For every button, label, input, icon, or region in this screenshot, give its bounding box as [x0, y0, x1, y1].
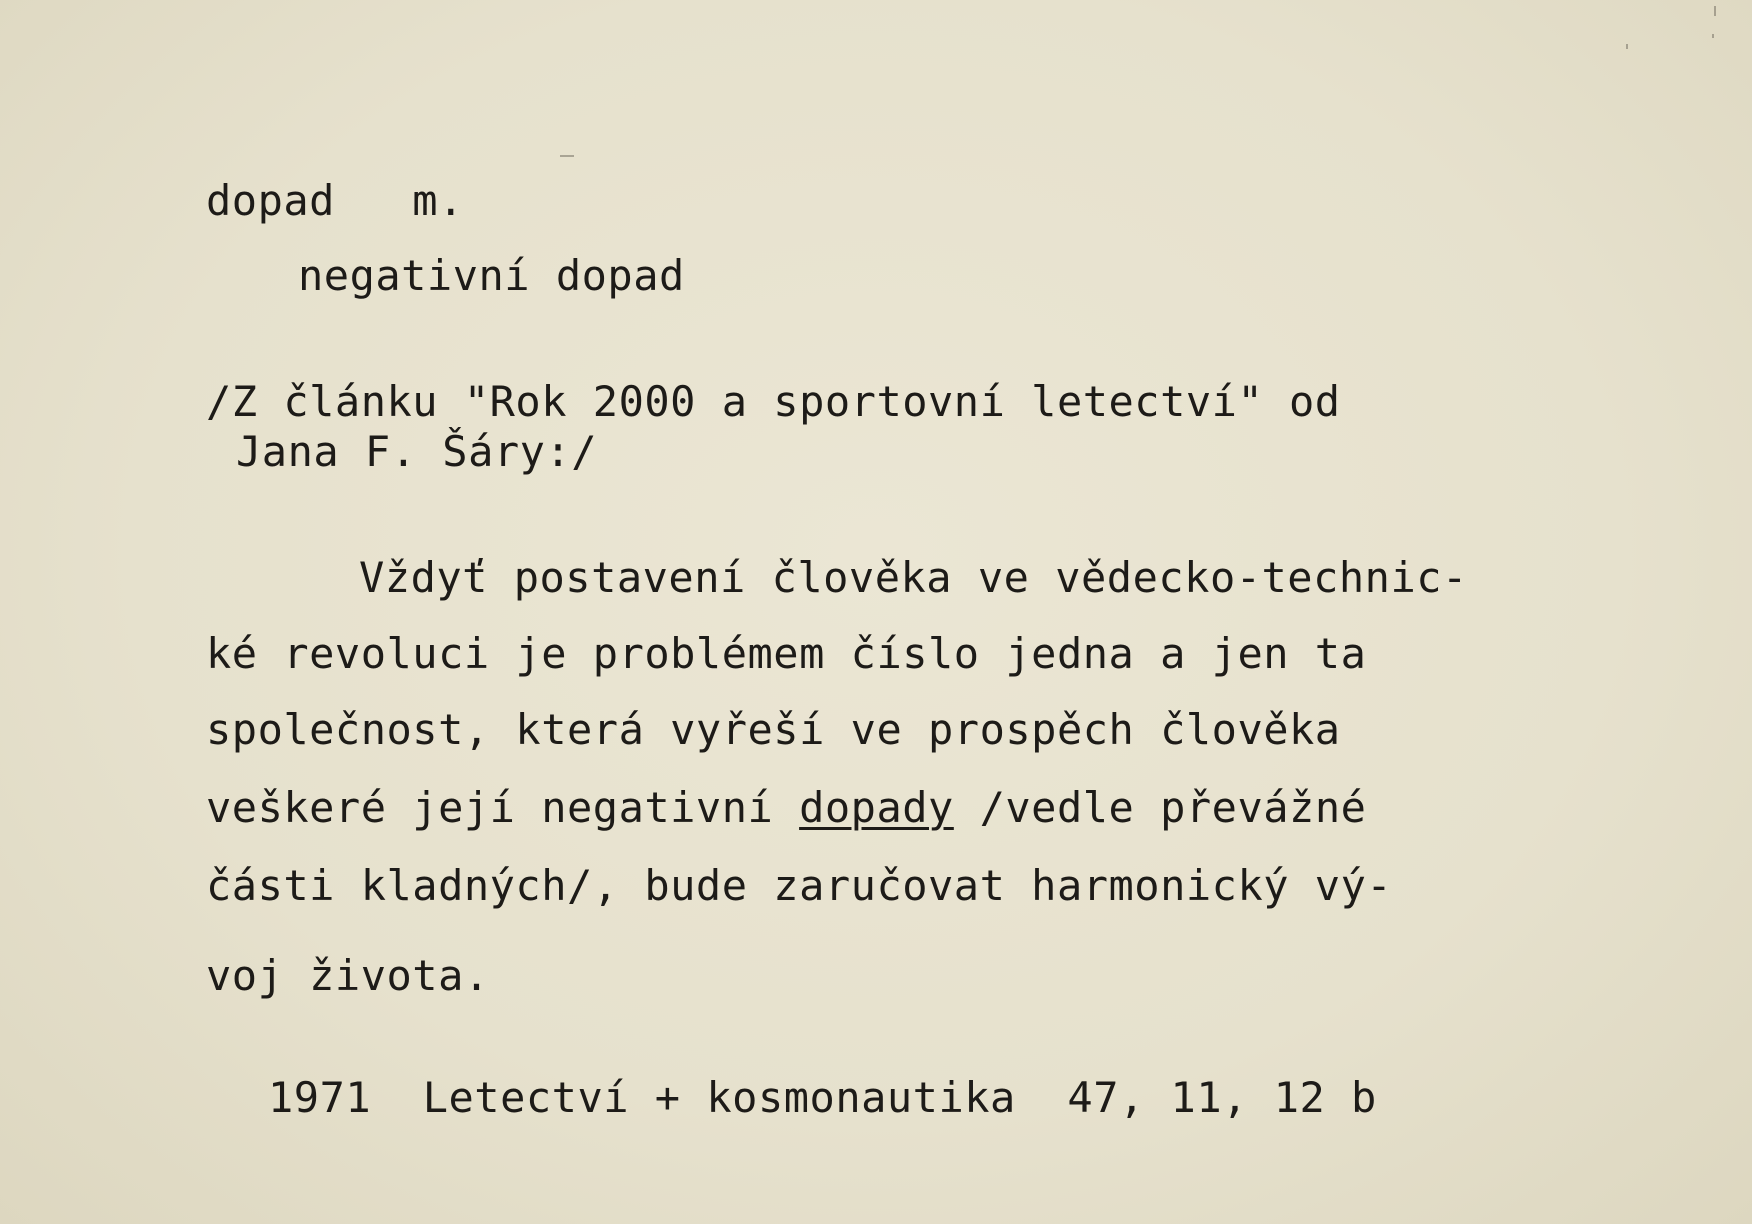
source-note-line-1: /Z článku "Rok 2000 a sportovní letectví" od — [206, 377, 1341, 426]
underlined-headword-form: dopady — [799, 783, 954, 832]
quote-line-5: části kladných/, bude zaručovat harmonický vý- — [206, 861, 1393, 910]
paper-speck — [560, 155, 574, 157]
headword-line — [206, 176, 464, 225]
paper-speck — [1626, 44, 1628, 49]
citation-year: 1971 — [268, 1073, 372, 1122]
citation-periodical: Letectví + kosmonautika — [422, 1073, 1016, 1122]
source-note-line-2: Jana F. Šáry:/ — [236, 427, 598, 476]
quote-line-6: voj života. — [206, 951, 490, 1000]
quote-line-2: ké revoluci je problémem číslo jedna a jen ta — [206, 629, 1367, 678]
collocation: negativní dopad — [298, 251, 685, 300]
paper-speck — [1712, 34, 1714, 38]
quote-line-1: Vždyť postavení člověka ve vědecko-technic- — [359, 553, 1468, 602]
headword: dopad — [206, 176, 335, 225]
citation-reference: 47, 11, 12 b — [1067, 1073, 1377, 1122]
quote-line-4 — [206, 783, 1367, 832]
grammar-label: m. — [412, 176, 464, 225]
quote-line-4-end: /vedle převážné — [953, 783, 1367, 832]
paper-speck — [1714, 6, 1716, 16]
citation-line — [268, 1073, 1377, 1122]
quote-line-4-start: veškeré její negativní — [206, 783, 800, 832]
quote-line-3: společnost, která vyřeší ve prospěch člověka — [206, 705, 1341, 754]
